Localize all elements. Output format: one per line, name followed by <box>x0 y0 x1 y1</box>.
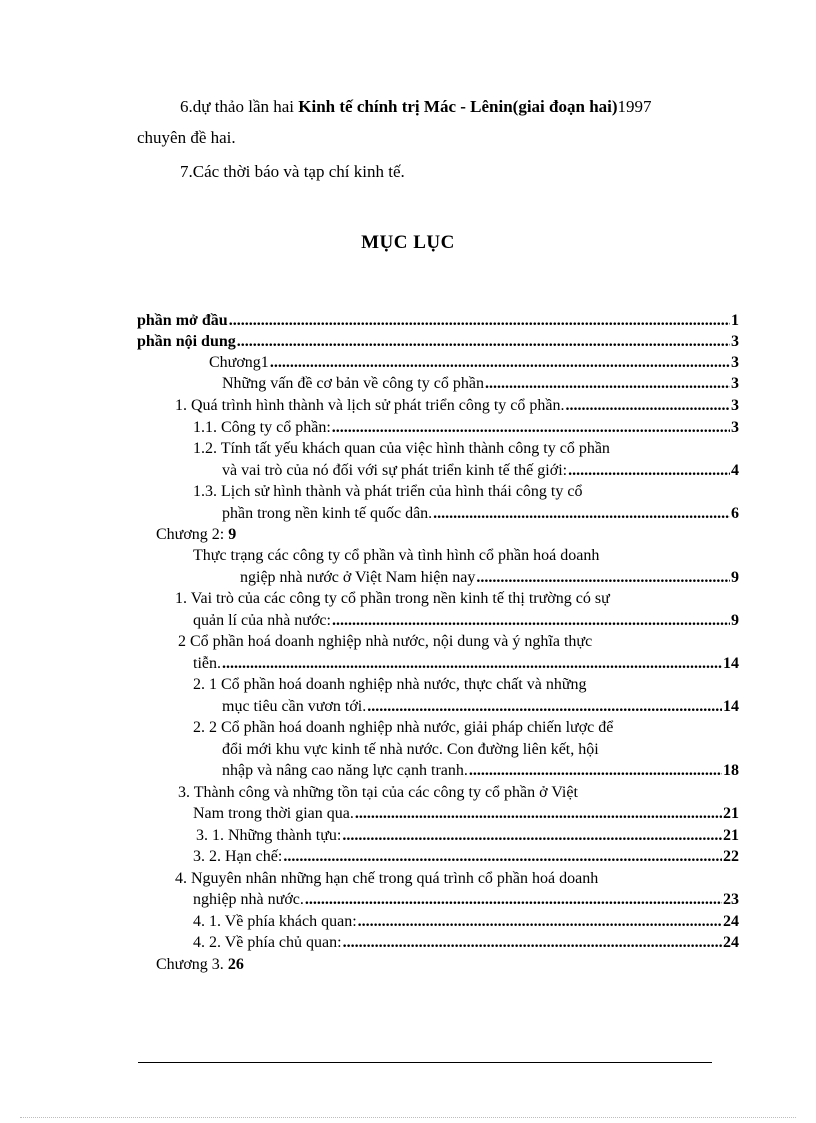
toc-entry-label: phần nội dung <box>137 333 236 350</box>
toc-leader <box>367 697 722 717</box>
toc-leader <box>469 761 722 781</box>
toc-page-number: 3 <box>731 354 739 371</box>
toc-entry-label: và vai trò của nó đối với sự phát triển kinh tế thế giới: <box>222 462 568 479</box>
toc-entry-2-2-2-line1[interactable]: 2. 2 Cổ phần hoá doanh nghiệp nhà nước, giải pháp chiến lược để <box>193 719 614 736</box>
toc-entry-4-1[interactable] <box>193 912 739 932</box>
toc-page-number: 24 <box>723 934 739 951</box>
toc-leader <box>229 311 730 331</box>
toc-page-number: 4 <box>731 462 739 479</box>
toc-page-number: 1 <box>731 312 739 329</box>
toc-entry-label: 4. 2. Về phía chủ quan: <box>193 934 342 951</box>
toc-entry-4-2[interactable] <box>193 933 739 953</box>
toc-entry-2-1-line1[interactable]: 1. Vai trò của các công ty cổ phần trong nền kinh tế thị trường có sự <box>175 590 610 607</box>
reference-6-year: 1997 <box>617 97 652 116</box>
toc-entry-label: mục tiêu cần vươn tới. <box>222 698 367 715</box>
toc-entry-4[interactable] <box>193 890 739 910</box>
toc-entry-label: Chương 2: <box>156 526 229 543</box>
toc-leader <box>485 374 730 394</box>
toc-page-number: 3 <box>731 419 739 436</box>
reference-6 <box>180 97 652 117</box>
toc-leader <box>568 461 730 481</box>
toc-entry-label: ngiệp nhà nước ở Việt Nam hiện nay <box>240 569 476 586</box>
toc-entry-2-1[interactable] <box>193 611 739 631</box>
toc-entry-4-line1[interactable]: 4. Nguyên nhân những hạn chế trong quá trình cổ phần hoá doanh <box>175 870 599 887</box>
toc-entry-1-2-line1[interactable]: 1.2. Tính tất yếu khách quan của việc hình thành công ty cổ phần <box>193 440 610 457</box>
toc-entry-label: nhập và nâng cao năng lực cạnh tranh. <box>222 762 468 779</box>
toc-title: MỤC LỤC <box>361 232 455 253</box>
page-bottom-dotted-line <box>20 1117 796 1118</box>
toc-entry-mo-dau[interactable] <box>137 311 739 331</box>
toc-page-number: 23 <box>723 891 739 908</box>
toc-entry-1-3-line1[interactable]: 1.3. Lịch sử hình thành và phát triển của hình thái công ty cổ <box>193 483 583 500</box>
footer-rule <box>138 1062 712 1063</box>
toc-page-number: 26 <box>227 956 244 973</box>
toc-leader <box>433 504 730 524</box>
toc-entry-label: Chương1 <box>209 354 269 371</box>
toc-page-number: 14 <box>723 655 739 672</box>
toc-entry-label: 1.1. Công ty cổ phần: <box>193 419 331 436</box>
toc-leader <box>332 418 730 438</box>
toc-entry-label: quản lí của nhà nước: <box>193 612 331 629</box>
toc-page-number: 21 <box>723 805 739 822</box>
toc-page-number: 18 <box>723 762 739 779</box>
toc-entry-label: Chương 3. <box>156 956 228 973</box>
toc-entry-1[interactable] <box>175 396 739 416</box>
toc-page-number: 14 <box>723 698 739 715</box>
toc-entry-2-2-2[interactable] <box>222 761 739 781</box>
toc-leader <box>237 332 730 352</box>
toc-entry-label: 3. 1. Những thành tựu: <box>196 827 342 844</box>
toc-entry-chuong-2-title[interactable] <box>240 568 739 588</box>
toc-leader <box>270 353 730 373</box>
toc-leader <box>355 804 722 824</box>
toc-page-number: 9 <box>228 526 237 543</box>
reference-7: 7.Các thời báo và tạp chí kinh tế. <box>180 162 405 181</box>
toc-entry-label: phần trong nền kinh tế quốc dân. <box>222 505 433 522</box>
toc-leader <box>565 396 730 416</box>
toc-entry-3-line1[interactable]: 3. Thành công và những tồn tại của các công ty cổ phần ở Việt <box>178 784 578 801</box>
toc-entry-chuong-1-title[interactable] <box>222 374 739 394</box>
toc-entry-chuong-3[interactable] <box>156 955 244 975</box>
toc-entry-label: 3. 2. Hạn chế: <box>193 848 283 865</box>
toc-entry-label: tiễn. <box>193 655 221 672</box>
toc-entry-chuong-2[interactable] <box>156 525 236 545</box>
toc-entry-1-2[interactable] <box>222 461 739 481</box>
toc-page-number: 9 <box>731 569 739 586</box>
toc-entry-chuong-1[interactable] <box>209 353 739 373</box>
toc-entry-label: phần mở đầu <box>137 312 228 329</box>
toc-page-number: 22 <box>723 848 739 865</box>
toc-entry-3[interactable] <box>193 804 739 824</box>
toc-entry-1-3[interactable] <box>222 504 739 524</box>
toc-leader <box>222 654 722 674</box>
toc-entry-3-2[interactable] <box>193 847 739 867</box>
toc-page-number: 9 <box>731 612 739 629</box>
toc-page-number: 3 <box>731 333 739 350</box>
toc-entry-label: nghiệp nhà nước. <box>193 891 304 908</box>
toc-leader <box>342 826 722 846</box>
toc-page-number: 3 <box>731 375 739 392</box>
reference-6-title: Kinh tế chính trị Mác - Lênin(giai đoạn hai) <box>298 97 618 116</box>
toc-entry-noi-dung[interactable] <box>137 332 739 352</box>
toc-entry-label: Nam trong thời gian qua. <box>193 805 354 822</box>
toc-leader <box>476 568 730 588</box>
toc-page-number: 24 <box>723 913 739 930</box>
toc-leader <box>305 890 722 910</box>
toc-entry-2-2-1[interactable] <box>222 697 739 717</box>
toc-leader <box>358 912 722 932</box>
toc-leader <box>283 847 722 867</box>
toc-entry-2-2[interactable] <box>193 654 739 674</box>
toc-entry-2-2-line1[interactable]: 2 Cổ phần hoá doanh nghiệp nhà nước, nội dung và ý nghĩa thực <box>178 633 593 650</box>
toc-page-number: 3 <box>731 397 739 414</box>
toc-entry-1-1[interactable] <box>193 418 739 438</box>
toc-page-number: 21 <box>723 827 739 844</box>
toc-entry-label: Những vấn đề cơ bản về công ty cổ phần <box>222 375 484 392</box>
toc-entry-label: 4. 1. Về phía khách quan: <box>193 913 357 930</box>
toc-leader <box>332 611 730 631</box>
toc-entry-chuong-2-title-line1[interactable]: Thực trạng các công ty cổ phần và tình hình cổ phần hoá doanh <box>193 547 600 564</box>
toc-leader <box>343 933 722 953</box>
reference-6-text: 6.dự thảo lần hai <box>180 97 299 116</box>
toc-entry-2-2-2-line2[interactable]: đổi mới khu vực kinh tế nhà nước. Con đường liên kết, hội <box>222 741 599 758</box>
reference-6-continuation: chuyên đề hai. <box>137 128 236 147</box>
toc-entry-2-2-1-line1[interactable]: 2. 1 Cổ phần hoá doanh nghiệp nhà nước, thực chất và những <box>193 676 587 693</box>
toc-page-number: 6 <box>731 505 739 522</box>
toc-entry-label: 1. Quá trình hình thành và lịch sử phát triển công ty cổ phần. <box>175 397 565 414</box>
toc-entry-3-1[interactable] <box>196 826 739 846</box>
